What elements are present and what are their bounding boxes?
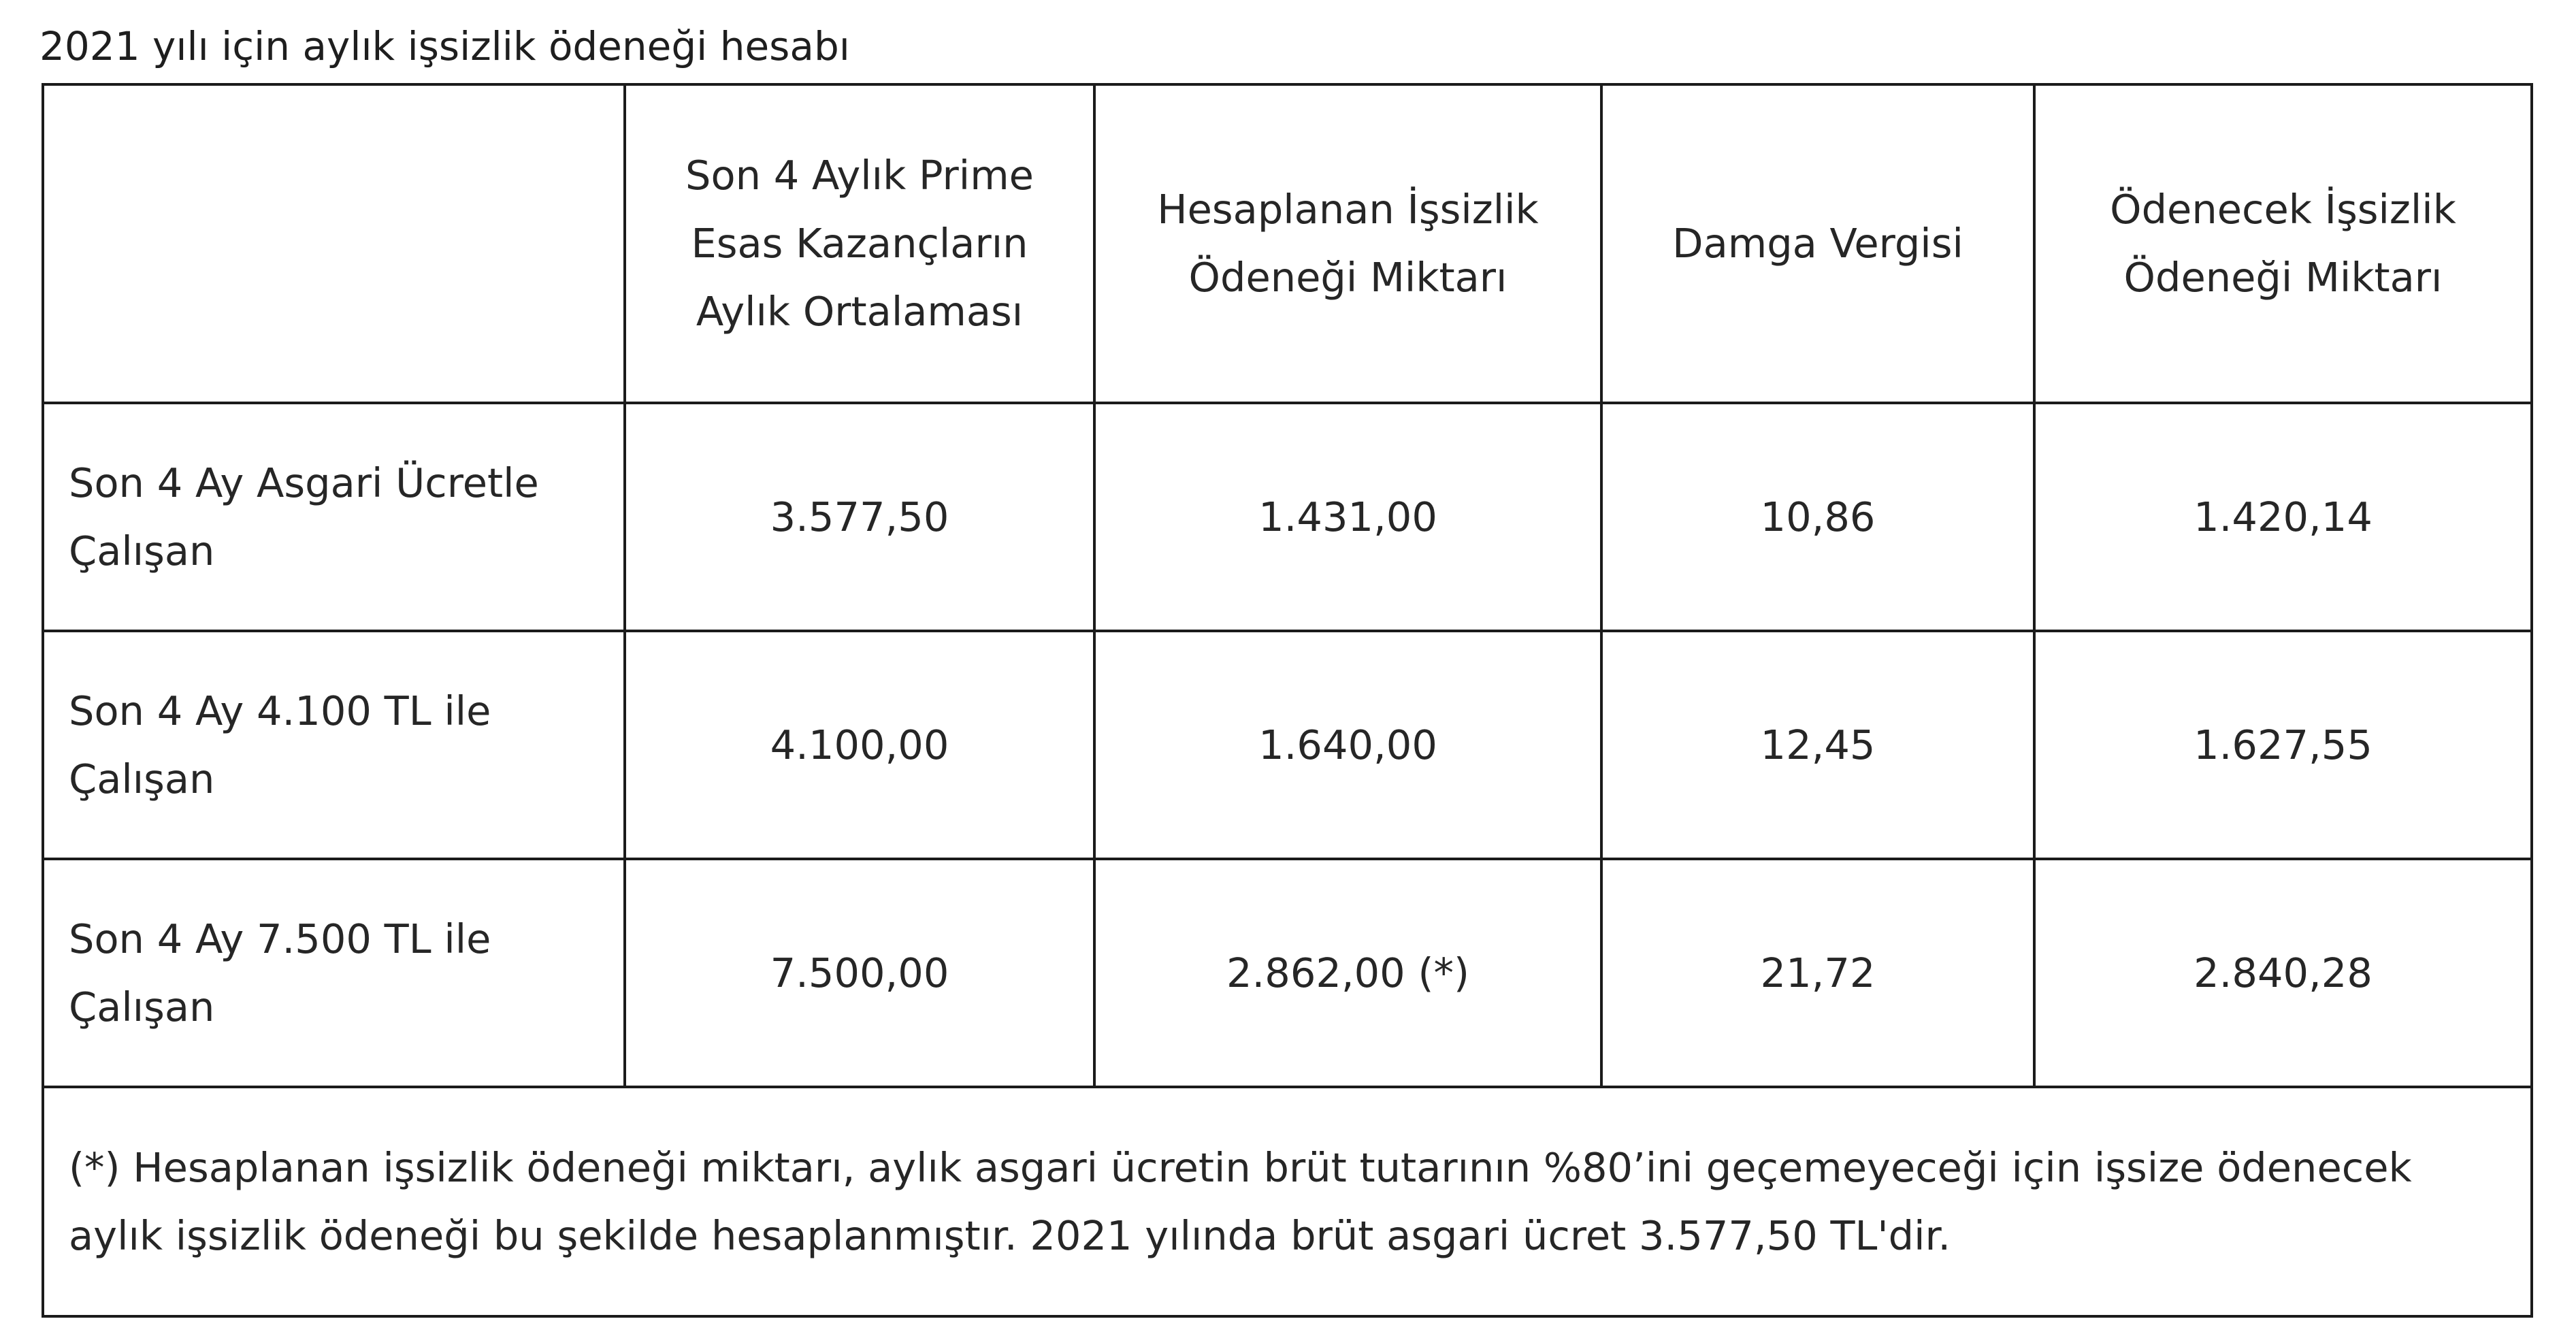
header-cell-average-earnings: Son 4 Aylık Prime Esas Kazançların Aylık Ortalaması xyxy=(625,84,1094,403)
header-cell-stamp-tax: Damga Vergisi xyxy=(1601,84,2034,403)
header-cell-empty xyxy=(43,84,625,403)
table-cell: 2.862,00 (*) xyxy=(1094,859,1601,1087)
table-cell: 1.627,55 xyxy=(2034,631,2532,859)
table-row xyxy=(43,403,2532,631)
row-label: Son 4 Ay 7.500 TL ile Çalışan xyxy=(43,859,625,1087)
header-cell-calculated-benefit: Hesaplanan İşsizlik Ödeneği Miktarı xyxy=(1094,84,1601,403)
table-cell: 7.500,00 xyxy=(625,859,1094,1087)
row-label: Son 4 Ay Asgari Ücretle Çalışan xyxy=(43,403,625,631)
table-caption: 2021 yılı için aylık işsizlik ödeneği hesabı xyxy=(39,23,850,69)
table-cell: 4.100,00 xyxy=(625,631,1094,859)
table-cell: 1.420,14 xyxy=(2034,403,2532,631)
header-cell-payable-benefit: Ödenecek İşsizlik Ödeneği Miktarı xyxy=(2034,84,2532,403)
table-cell: 2.840,28 xyxy=(2034,859,2532,1087)
table-cell: 3.577,50 xyxy=(625,403,1094,631)
table-cell: 1.640,00 xyxy=(1094,631,1601,859)
table-cell: 21,72 xyxy=(1601,859,2034,1087)
table-row xyxy=(43,859,2532,1087)
table-header-row xyxy=(43,84,2532,403)
footnote-row xyxy=(43,1087,2532,1316)
row-label: Son 4 Ay 4.100 TL ile Çalışan xyxy=(43,631,625,859)
table-cell: 12,45 xyxy=(1601,631,2034,859)
unemployment-benefit-table xyxy=(42,83,2533,1318)
footnote-text: (*) Hesaplanan işsizlik ödeneği miktarı, aylık asgari ücretin brüt tutarının %80’ini geçemeyeceği için işsize ödenecek aylık işsizlik ödeneği bu şekilde hesaplanmıştır. 2021 yılında brüt asgari ücret 3.577,50 TL'dir. xyxy=(43,1087,2532,1316)
table-cell: 10,86 xyxy=(1601,403,2034,631)
table-cell: 1.431,00 xyxy=(1094,403,1601,631)
table-row xyxy=(43,631,2532,859)
